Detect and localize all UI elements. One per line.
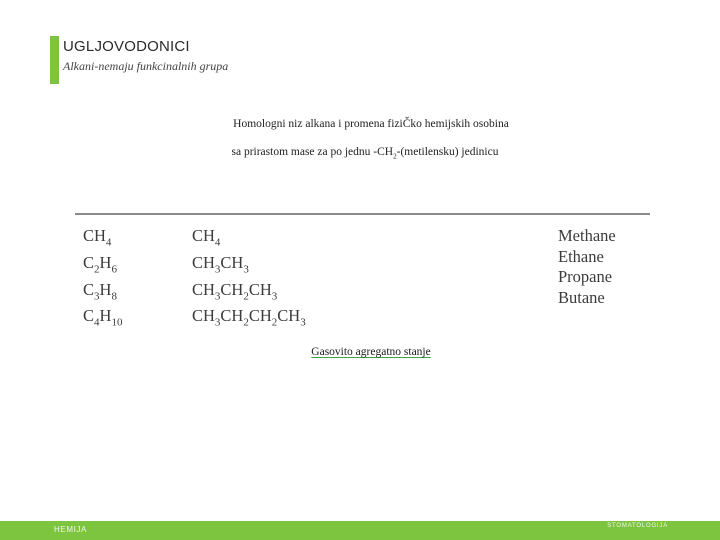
intro-line-2	[0, 146, 720, 160]
intro-line-2-start: sa prirastom mase za po jednu -CH	[231, 146, 394, 158]
footer-bar	[0, 521, 720, 540]
alkane-name: Methane	[558, 226, 616, 245]
molecular-formula: $C_2H_6$	[83, 252, 117, 276]
alkane-name: Ethane	[558, 246, 604, 266]
intro-line-1: Homologni niz alkana i promena fiziČko hemijskih osobina	[233, 118, 509, 130]
state-label: Gasovito agregatno stanje	[311, 346, 431, 358]
intro-line-2-subscript: 2	[393, 152, 397, 161]
condensed-formula-column	[192, 226, 306, 333]
molecular-formula: $C_4H_{10}$	[83, 306, 123, 329]
condensed-formula: $CH_3CH_2CH_3$	[192, 279, 278, 302]
molecular-formula: $CH_4$	[83, 226, 112, 249]
condensed-formula: $CH_4$	[192, 226, 221, 249]
alkane-name-column	[558, 226, 616, 308]
condensed-formula: $CH_3CH_3$	[192, 252, 249, 276]
condensed-formula: $CH_3CH_2CH_2CH_3$	[192, 306, 306, 329]
slide-subtitle: Alkani-nemaju funkcinalnih grupa	[63, 59, 229, 73]
alkane-name: Butane	[558, 287, 605, 307]
footer-faculty: STOMATOLOGIJA	[607, 523, 668, 529]
molecular-formula-column	[83, 226, 122, 333]
intro-line-2-end: -(metilensku) jedinicu	[396, 146, 499, 158]
title-accent-bar	[50, 36, 59, 84]
footer-subject: HEMIJA	[54, 525, 87, 534]
alkane-name: Propane	[558, 267, 613, 286]
slide-title: UGLJOVODONICI	[63, 38, 190, 55]
molecular-formula: $C_3H_8$	[83, 279, 117, 302]
table-top-rule	[75, 213, 650, 215]
